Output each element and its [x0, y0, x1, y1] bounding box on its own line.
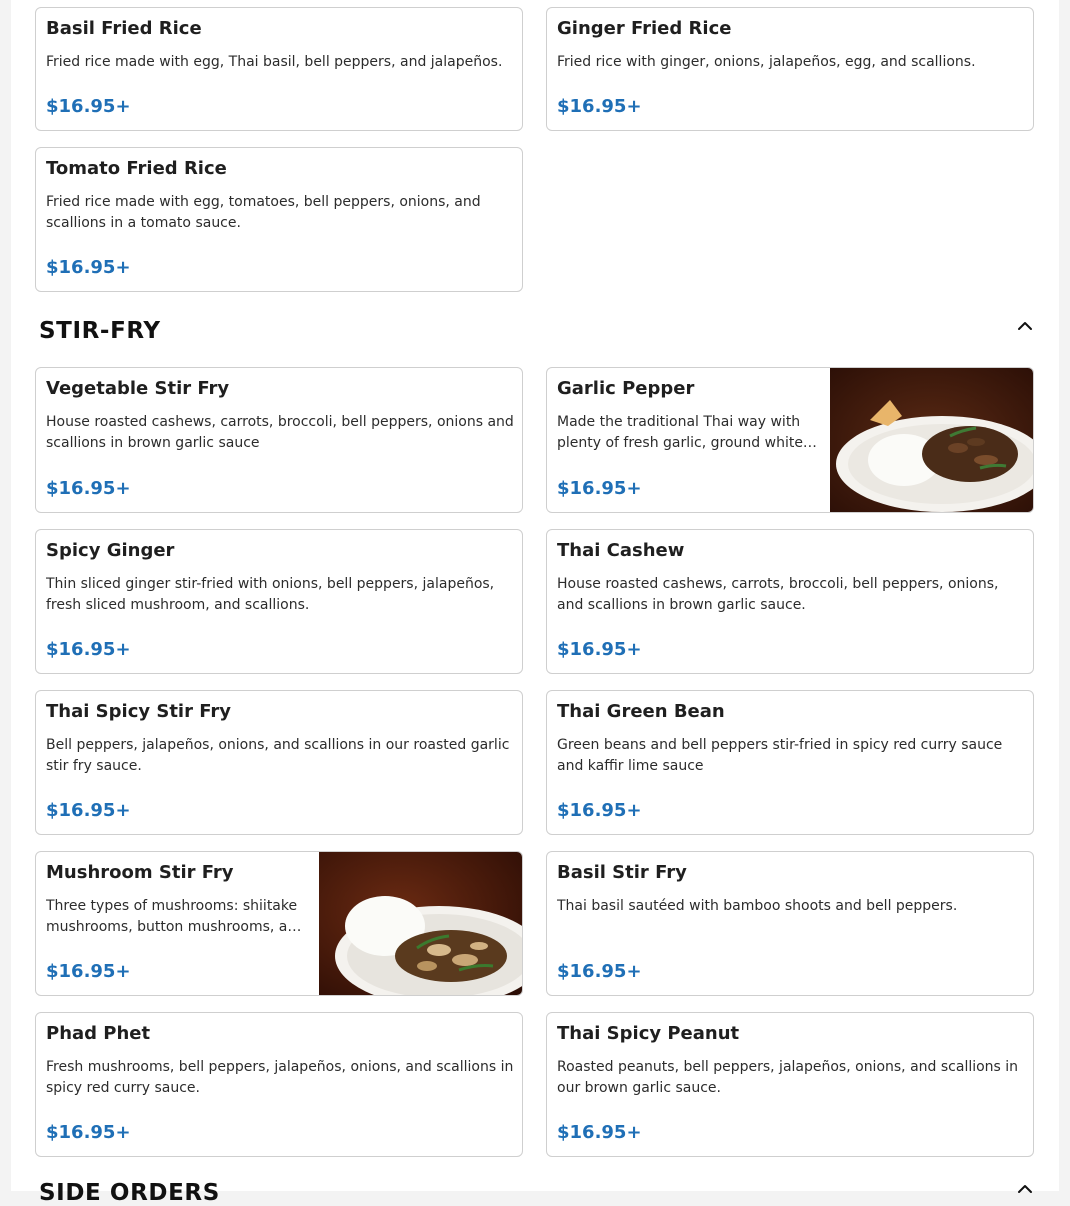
- item-name: Thai Spicy Stir Fry: [46, 701, 232, 722]
- item-price: $16.95+: [557, 478, 642, 499]
- menu-item-card[interactable]: [35, 690, 523, 835]
- menu-item-card[interactable]: [546, 367, 1034, 513]
- item-price: $16.95+: [46, 639, 131, 660]
- item-description: Fried rice with ginger, onions, jalapeños, egg, and scallions.: [557, 54, 976, 70]
- dish-photo: [830, 368, 1033, 513]
- menu-item-card[interactable]: [35, 367, 523, 513]
- item-price: $16.95+: [46, 478, 131, 499]
- item-description: Thin sliced ginger stir-fried with onions, bell peppers, jalapeños, fresh sliced mushroom, and scallions.: [46, 576, 495, 613]
- item-name: Thai Cashew: [557, 540, 685, 561]
- item-description: House roasted cashews, carrots, broccoli, bell peppers, onions, and scallions in brown garlic sauce.: [557, 576, 999, 613]
- item-name: Garlic Pepper: [557, 378, 695, 399]
- item-name: Thai Green Bean: [557, 701, 725, 722]
- item-price: $16.95+: [557, 639, 642, 660]
- menu-item-card[interactable]: [35, 7, 523, 131]
- item-description: Made the traditional Thai way with plenty of fresh garlic, ground white…: [557, 414, 817, 451]
- item-name: Spicy Ginger: [46, 540, 175, 561]
- menu-item-card[interactable]: [546, 690, 1034, 835]
- item-price: $16.95+: [557, 800, 642, 821]
- chevron-up-icon[interactable]: [1014, 1178, 1036, 1200]
- menu-item-card[interactable]: [546, 1012, 1034, 1157]
- section-title-side-orders: SIDE ORDERS: [39, 1180, 220, 1206]
- section-title-stir-fry: STIR-FRY: [39, 318, 161, 344]
- menu-item-card[interactable]: [546, 529, 1034, 674]
- menu-item-card[interactable]: [35, 1012, 523, 1157]
- item-name: Basil Stir Fry: [557, 862, 687, 883]
- item-description: Bell peppers, jalapeños, onions, and scallions in our roasted garlic stir fry sauce.: [46, 737, 510, 774]
- item-description: Fresh mushrooms, bell peppers, jalapeños, onions, and scallions in spicy red curry sauce.: [46, 1059, 514, 1096]
- item-description: House roasted cashews, carrots, broccoli, bell peppers, onions and scallions in brown garlic sauce: [46, 414, 514, 451]
- item-name: Ginger Fried Rice: [557, 18, 732, 39]
- item-price: $16.95+: [557, 961, 642, 982]
- item-description: Three types of mushrooms: shiitake mushrooms, button mushrooms, a…: [46, 898, 302, 935]
- menu-item-card[interactable]: [35, 147, 523, 292]
- item-price: $16.95+: [46, 961, 131, 982]
- item-name: Mushroom Stir Fry: [46, 862, 234, 883]
- item-name: Basil Fried Rice: [46, 18, 202, 39]
- item-description: Fried rice made with egg, Thai basil, bell peppers, and jalapeños.: [46, 54, 503, 70]
- menu-item-card[interactable]: [35, 851, 523, 996]
- item-name: Vegetable Stir Fry: [46, 378, 230, 399]
- item-price: $16.95+: [46, 257, 131, 278]
- menu-item-card[interactable]: [35, 529, 523, 674]
- item-price: $16.95+: [557, 1122, 642, 1143]
- item-description: Thai basil sautéed with bamboo shoots and bell peppers.: [557, 898, 958, 914]
- item-name: Phad Phet: [46, 1023, 151, 1044]
- menu-item-card[interactable]: [546, 7, 1034, 131]
- menu-item-card[interactable]: [546, 851, 1034, 996]
- item-name: Thai Spicy Peanut: [557, 1023, 740, 1044]
- chevron-up-icon[interactable]: [1014, 315, 1036, 337]
- menu-page: [11, 0, 1059, 1206]
- item-price: $16.95+: [46, 800, 131, 821]
- item-description: Fried rice made with egg, tomatoes, bell peppers, onions, and scallions in a tomato sauce.: [46, 194, 481, 231]
- item-price: $16.95+: [46, 96, 131, 117]
- item-price: $16.95+: [46, 1122, 131, 1143]
- item-description: Green beans and bell peppers stir-fried in spicy red curry sauce and kaffir lime sauce: [557, 737, 1003, 774]
- item-name: Tomato Fried Rice: [46, 158, 227, 179]
- item-description: Roasted peanuts, bell peppers, jalapeños, onions, and scallions in our brown garlic sauce.: [557, 1059, 1019, 1096]
- dish-photo: [319, 852, 522, 996]
- item-price: $16.95+: [557, 96, 642, 117]
